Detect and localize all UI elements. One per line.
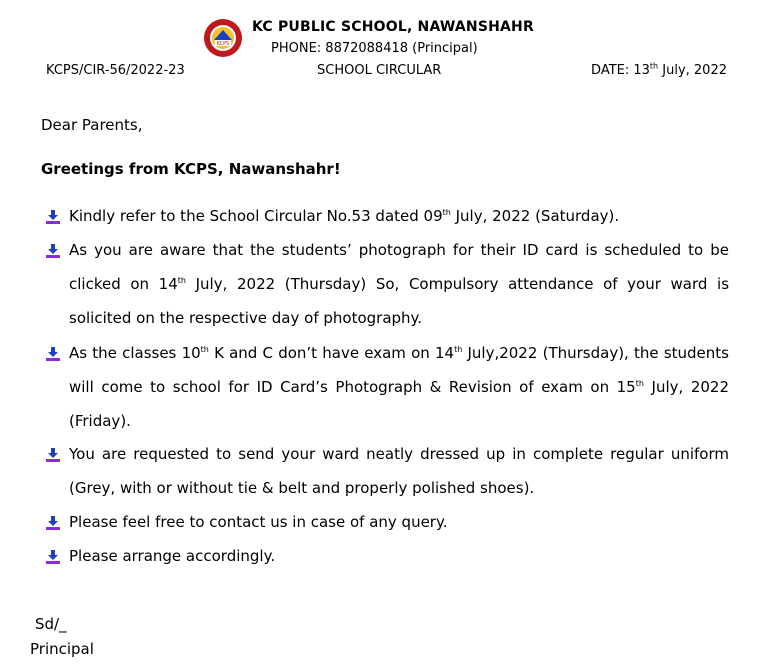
down-arrow-bullet-icon — [46, 515, 60, 529]
school-name: KC PUBLIC SCHOOL, NAWANSHAHR — [252, 19, 534, 35]
school-phone: PHONE: 8872088418 (Principal) — [271, 41, 478, 56]
school-logo-icon — [203, 18, 243, 58]
salutation: Dear Parents, — [41, 116, 143, 134]
greeting: Greetings from KCPS, Nawanshahr! — [41, 160, 341, 178]
down-arrow-bullet-icon — [46, 243, 60, 257]
signatory: Principal — [30, 640, 94, 658]
circular-label: SCHOOL CIRCULAR — [317, 63, 442, 78]
logo-text: KCPS — [216, 41, 230, 47]
bullet-item: Please arrange accordingly. — [69, 547, 276, 565]
circular-reference: KCPS/CIR-56/2022-23 — [46, 63, 185, 78]
bullet-item: As the classes 10th K and C don’t have exam on 14th July,2022 (Thursday), the students will come to school for ID Card’s Photograph & Revision of exam on 15th July, 2022 (Friday). — [69, 344, 729, 430]
bullet-item: You are requested to send your ward neatly dressed up in complete regular uniform (Grey, with or without tie & belt and properly polished shoes). — [69, 445, 729, 497]
down-arrow-bullet-icon — [46, 209, 60, 223]
bullet-item: As you are aware that the students’ photograph for their ID card is scheduled to be clicked on 14th July, 2022 (Thursday) So, Compulsory attendance of your ward is solicited on the respective day of photography. — [69, 241, 730, 327]
down-arrow-bullet-icon — [46, 549, 60, 563]
circular-date: DATE: 13th July, 2022 — [591, 61, 727, 78]
down-arrow-bullet-icon — [46, 447, 60, 461]
bullet-item: Kindly refer to the School Circular No.53 dated 09th July, 2022 (Saturday). — [69, 207, 620, 225]
down-arrow-bullet-icon — [46, 346, 60, 360]
signature: Sd/_ — [35, 615, 67, 633]
bullet-item: Please feel free to contact us in case of any query. — [69, 513, 448, 531]
